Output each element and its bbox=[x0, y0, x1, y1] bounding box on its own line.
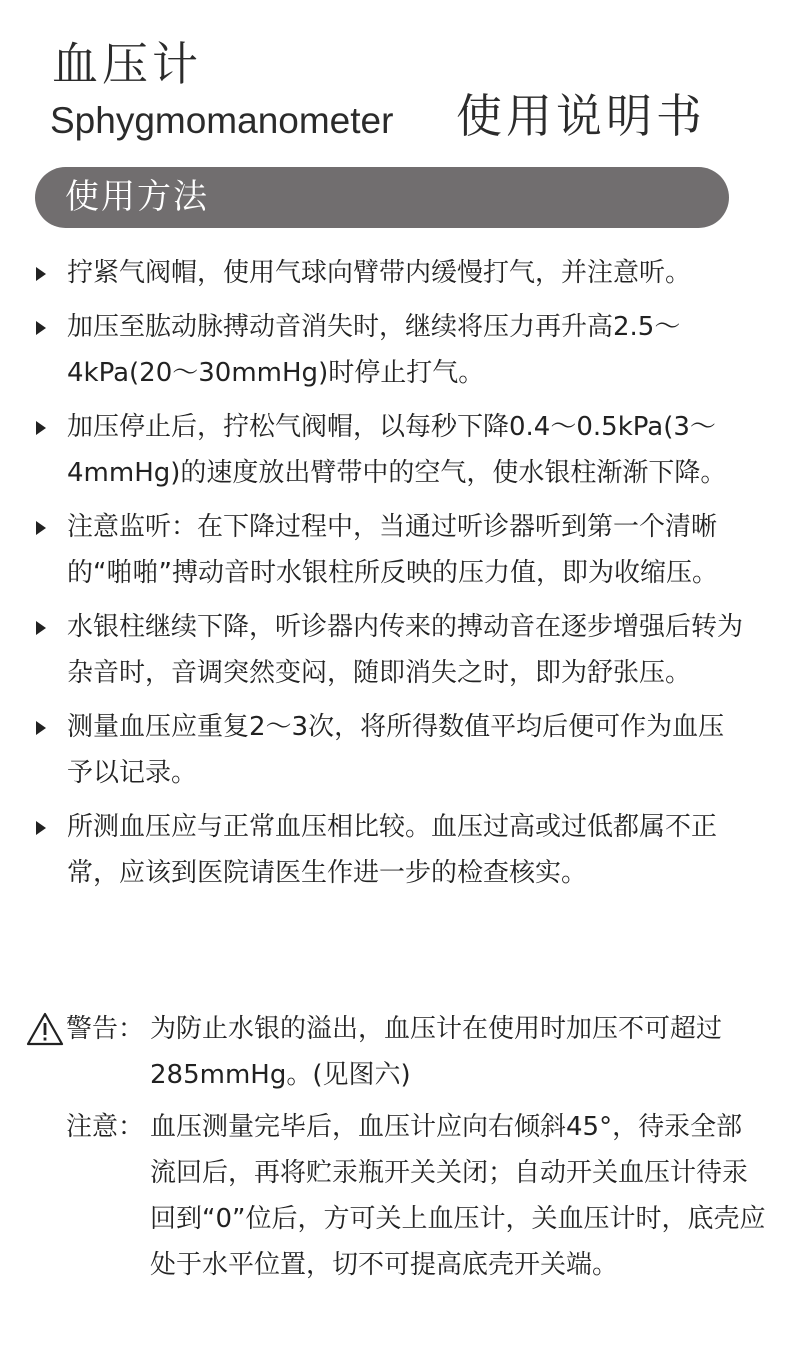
warning-text: 为防止水银的溢出，血压计在使用时加压不可超过285mmHg。(见图六) bbox=[150, 1014, 723, 1090]
bullet-arrow-icon bbox=[36, 521, 46, 535]
note-label: 注意： bbox=[66, 1112, 145, 1142]
step-text: 所测血压应与正常血压相比较。血压过高或过低都属不正常，应该到医院请医生作进一步的检查核实。 bbox=[67, 812, 718, 888]
title-manual: 使用说明书 bbox=[456, 89, 706, 143]
step-item bbox=[0, 404, 790, 496]
step-text: 加压至肱动脉搏动音消失时，继续将压力再升高2.5～4kPa(20～30mmHg)时停止打气。 bbox=[67, 312, 681, 388]
step-item bbox=[0, 604, 790, 696]
step-text: 加压停止后，拧松气阀帽，以每秒下降0.4～0.5kPa(3～4mmHg)的速度放出臂带中的空气，使水银柱渐渐下降。 bbox=[67, 412, 727, 488]
bullet-arrow-icon bbox=[36, 621, 46, 635]
bullet-arrow-icon bbox=[36, 421, 46, 435]
step-item bbox=[0, 304, 790, 396]
title-cn: 血压计 bbox=[52, 37, 202, 91]
warning-label: 警告： bbox=[66, 1014, 145, 1044]
step-text: 测量血压应重复2～3次，将所得数值平均后便可作为血压予以记录。 bbox=[67, 712, 725, 788]
step-item bbox=[0, 704, 790, 796]
warning-block bbox=[26, 1006, 766, 1288]
usage-steps-list bbox=[0, 250, 790, 904]
bullet-arrow-icon bbox=[36, 267, 46, 281]
bullet-arrow-icon bbox=[36, 321, 46, 335]
note-row bbox=[26, 1104, 766, 1288]
section-label: 使用方法 bbox=[65, 177, 209, 217]
step-text: 拧紧气阀帽，使用气球向臂带内缓慢打气，并注意听。 bbox=[67, 258, 692, 288]
step-text: 注意监听：在下降过程中，当通过听诊器听到第一个清晰的“啪啪”搏动音时水银柱所反映的压力值，即为收缩压。 bbox=[67, 512, 718, 588]
step-item bbox=[0, 504, 790, 596]
warning-triangle-icon bbox=[26, 1012, 64, 1046]
bullet-arrow-icon bbox=[36, 821, 46, 835]
section-header-bar bbox=[35, 167, 729, 228]
title-en: Sphygmomanometer bbox=[50, 100, 394, 141]
bullet-arrow-icon bbox=[36, 721, 46, 735]
step-item bbox=[0, 804, 790, 896]
warning-row bbox=[26, 1006, 766, 1098]
note-text: 血压测量完毕后，血压计应向右倾斜45°，待汞全部流回后，再将贮汞瓶开关关闭；自动开关血压计待汞回到“0”位后，方可关上血压计，关血压计时，底壳应处于水平位置，切不可提高底壳开关端。 bbox=[150, 1112, 766, 1280]
step-text: 水银柱继续下降，听诊器内传来的搏动音在逐步增强后转为杂音时，音调突然变闷，随即消失之时，即为舒张压。 bbox=[67, 612, 744, 688]
step-item bbox=[0, 250, 790, 296]
